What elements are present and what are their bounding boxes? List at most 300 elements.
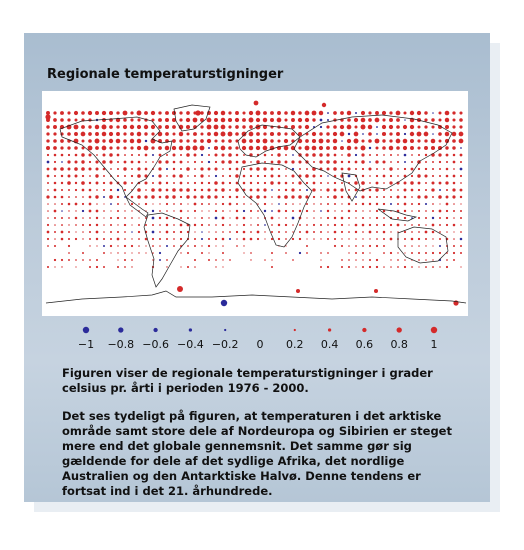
temperature-dot bbox=[257, 175, 259, 177]
temperature-dot bbox=[194, 182, 196, 184]
temperature-dot bbox=[341, 196, 343, 198]
temperature-dot bbox=[173, 161, 176, 164]
temperature-dot bbox=[285, 175, 287, 177]
temperature-dot bbox=[453, 210, 455, 212]
temperature-dot bbox=[130, 118, 133, 121]
temperature-dot bbox=[180, 217, 182, 219]
temperature-dot bbox=[242, 146, 246, 150]
temperature-dot bbox=[74, 132, 78, 136]
temperature-dot bbox=[341, 217, 344, 220]
temperature-dot bbox=[137, 125, 141, 129]
temperature-dot bbox=[355, 238, 357, 240]
temperature-dot bbox=[89, 182, 91, 184]
temperature-dot bbox=[347, 146, 351, 150]
temperature-dot bbox=[103, 245, 105, 247]
temperature-dot bbox=[348, 161, 350, 163]
temperature-dot bbox=[68, 245, 70, 247]
temperature-dot bbox=[439, 175, 441, 177]
temperature-dot bbox=[376, 133, 378, 135]
temperature-dot bbox=[145, 203, 147, 205]
temperature-dot bbox=[326, 188, 329, 191]
temperature-dot bbox=[54, 182, 57, 185]
temperature-dot bbox=[404, 168, 406, 170]
temperature-dot bbox=[424, 146, 428, 150]
temperature-dot bbox=[214, 125, 219, 130]
temperature-dot bbox=[404, 182, 407, 185]
temperature-dot bbox=[355, 224, 358, 227]
temperature-dot bbox=[298, 118, 302, 122]
temperature-dot bbox=[362, 259, 363, 260]
temperature-dot bbox=[201, 210, 202, 211]
temperature-dot bbox=[368, 118, 372, 122]
temperature-dot bbox=[376, 175, 378, 177]
temperature-dot bbox=[453, 154, 456, 157]
scale-legend bbox=[70, 323, 450, 353]
temperature-dot bbox=[431, 118, 434, 121]
temperature-dot bbox=[334, 189, 337, 192]
temperature-dot bbox=[110, 182, 113, 185]
temperature-dot bbox=[425, 161, 427, 163]
temperature-dot bbox=[222, 224, 224, 226]
temperature-dot bbox=[187, 210, 189, 212]
temperature-dot bbox=[264, 231, 265, 232]
temperature-dot bbox=[173, 175, 176, 178]
temperature-dot bbox=[417, 111, 421, 115]
temperature-dot bbox=[242, 111, 245, 114]
temperature-dot bbox=[123, 139, 127, 143]
temperature-dot bbox=[208, 182, 210, 184]
temperature-dot bbox=[432, 259, 433, 260]
temperature-dot bbox=[319, 132, 322, 135]
temperature-dot bbox=[89, 238, 91, 240]
temperature-dot bbox=[397, 161, 399, 163]
temperature-dot bbox=[257, 231, 260, 234]
temperature-dot bbox=[347, 167, 350, 170]
temperature-dot bbox=[187, 266, 189, 268]
temperature-dot bbox=[102, 118, 106, 122]
temperature-dot bbox=[228, 153, 232, 157]
temperature-dot bbox=[222, 217, 225, 220]
temperature-dot bbox=[194, 154, 197, 157]
temperature-dot bbox=[144, 111, 148, 115]
temperature-dot bbox=[390, 189, 392, 191]
temperature-dot bbox=[109, 132, 113, 136]
temperature-dot bbox=[277, 160, 280, 163]
temperature-dot bbox=[411, 175, 413, 177]
temperature-dot bbox=[425, 210, 427, 212]
temperature-dot bbox=[131, 245, 133, 247]
temperature-dot bbox=[243, 203, 245, 205]
temperature-dot bbox=[333, 160, 337, 164]
temperature-dot bbox=[75, 266, 76, 267]
temperature-dot bbox=[334, 182, 336, 184]
temperature-dot bbox=[403, 146, 407, 150]
temperature-dot bbox=[271, 161, 274, 164]
temperature-dot bbox=[194, 231, 195, 232]
temperature-dot bbox=[341, 210, 343, 212]
temperature-dot bbox=[201, 231, 203, 233]
temperature-dot bbox=[193, 118, 198, 123]
temperature-dot bbox=[75, 189, 77, 191]
temperature-dot bbox=[159, 238, 161, 240]
temperature-dot bbox=[123, 132, 126, 135]
temperature-dot bbox=[376, 210, 378, 212]
temperature-dot bbox=[194, 245, 196, 247]
temperature-dot bbox=[116, 139, 121, 144]
temperature-dot bbox=[201, 189, 203, 191]
temperature-dot bbox=[208, 224, 210, 226]
temperature-dot bbox=[152, 182, 154, 184]
temperature-dot bbox=[82, 175, 84, 177]
temperature-dot bbox=[124, 210, 125, 211]
temperature-dot bbox=[67, 160, 70, 163]
temperature-dot bbox=[306, 245, 308, 247]
temperature-dot bbox=[68, 168, 71, 171]
temperature-dot bbox=[75, 154, 78, 157]
temperature-dot bbox=[124, 203, 125, 204]
temperature-dot bbox=[166, 182, 168, 184]
temperature-dot bbox=[326, 125, 329, 128]
temperature-dot bbox=[411, 266, 413, 268]
temperature-dot bbox=[117, 175, 119, 177]
temperature-dot bbox=[431, 188, 434, 191]
temperature-dot bbox=[263, 146, 268, 151]
temperature-dot bbox=[333, 146, 337, 150]
temperature-dot bbox=[263, 188, 266, 191]
temperature-dot bbox=[439, 161, 441, 163]
temperature-dot bbox=[305, 146, 310, 151]
temperature-dot bbox=[313, 231, 315, 233]
temperature-dot bbox=[47, 168, 50, 171]
temperature-dot bbox=[369, 231, 372, 234]
temperature-dot bbox=[257, 238, 259, 240]
temperature-dot bbox=[319, 111, 323, 115]
temperature-dot bbox=[376, 224, 378, 226]
temperature-dot bbox=[348, 210, 351, 213]
temperature-dot bbox=[131, 252, 132, 253]
temperature-dot bbox=[68, 154, 70, 156]
temperature-dot bbox=[396, 132, 400, 136]
temperature-dot bbox=[299, 238, 301, 240]
temperature-dot bbox=[144, 125, 148, 129]
temperature-dot bbox=[110, 252, 111, 253]
temperature-dot bbox=[362, 210, 363, 211]
temperature-dot bbox=[131, 231, 133, 233]
temperature-dot bbox=[425, 189, 427, 191]
temperature-dot bbox=[124, 161, 127, 164]
temperature-dot bbox=[151, 146, 154, 149]
temperature-dot bbox=[439, 224, 441, 226]
temperature-dot bbox=[305, 174, 309, 178]
temperature-dot bbox=[138, 245, 140, 247]
temperature-dot bbox=[446, 189, 448, 191]
temperature-dot bbox=[291, 174, 294, 177]
temperature-dot bbox=[201, 224, 203, 226]
temperature-dot bbox=[236, 217, 239, 220]
temperature-dot bbox=[298, 111, 302, 115]
temperature-dot bbox=[404, 252, 405, 253]
temperature-dot bbox=[390, 224, 392, 226]
temperature-dot bbox=[438, 118, 441, 121]
temperature-dot bbox=[254, 101, 259, 106]
temperature-dot bbox=[389, 111, 392, 114]
temperature-dot bbox=[222, 245, 224, 247]
temperature-dot bbox=[362, 217, 364, 219]
scale-labels bbox=[78, 338, 438, 351]
temperature-dot bbox=[284, 139, 288, 143]
temperature-dot bbox=[383, 203, 385, 205]
temperature-dot bbox=[166, 210, 168, 212]
temperature-dot bbox=[439, 168, 441, 170]
temperature-dot bbox=[327, 168, 330, 171]
temperature-dot bbox=[362, 252, 364, 254]
temperature-dot bbox=[355, 126, 358, 129]
temperature-dot bbox=[102, 160, 106, 164]
temperature-dot bbox=[82, 189, 85, 192]
temperature-dot bbox=[340, 111, 344, 115]
temperature-dot bbox=[383, 224, 385, 226]
temperature-dot bbox=[102, 111, 106, 115]
temperature-dot bbox=[75, 119, 78, 122]
temperature-dot bbox=[236, 161, 239, 164]
temperature-dot bbox=[173, 182, 175, 184]
temperature-dot bbox=[124, 189, 126, 191]
scale-dot bbox=[118, 327, 123, 332]
temperature-dot bbox=[285, 189, 287, 191]
temperature-dot bbox=[54, 217, 56, 219]
temperature-dot bbox=[418, 210, 420, 212]
temperature-dot bbox=[123, 181, 126, 184]
temperature-dot bbox=[396, 125, 400, 129]
temperature-dot bbox=[320, 217, 321, 218]
temperature-dot bbox=[446, 224, 448, 226]
temperature-dot bbox=[446, 210, 448, 212]
temperature-dot bbox=[312, 188, 315, 191]
temperature-dot bbox=[298, 181, 301, 184]
temperature-dot bbox=[404, 245, 406, 247]
temperature-dot bbox=[369, 147, 371, 149]
temperature-dot bbox=[186, 118, 190, 122]
temperature-dot bbox=[222, 203, 224, 205]
temperature-dot bbox=[411, 210, 413, 212]
temperature-dot bbox=[165, 118, 169, 122]
temperature-dot bbox=[229, 168, 231, 170]
temperature-dot bbox=[278, 189, 280, 191]
temperature-dot bbox=[214, 146, 218, 150]
temperature-dot bbox=[95, 174, 98, 177]
temperature-dot bbox=[410, 132, 414, 136]
temperature-dot bbox=[340, 146, 344, 150]
temperature-dot bbox=[180, 168, 182, 170]
temperature-dot bbox=[348, 266, 350, 268]
temperature-dot bbox=[131, 259, 133, 261]
temperature-dot bbox=[195, 110, 200, 115]
temperature-dot bbox=[138, 252, 139, 253]
temperature-dot bbox=[194, 175, 196, 177]
temperature-dot bbox=[137, 132, 142, 137]
temperature-dot bbox=[250, 189, 253, 192]
temperature-dot bbox=[194, 266, 196, 268]
temperature-dot bbox=[438, 195, 442, 199]
temperature-dot bbox=[67, 181, 71, 185]
temperature-dot bbox=[432, 196, 434, 198]
temperature-dot bbox=[46, 146, 50, 150]
temperature-dot bbox=[82, 252, 84, 254]
temperature-dot bbox=[173, 231, 175, 233]
temperature-dot bbox=[439, 203, 440, 204]
temperature-dot bbox=[369, 217, 370, 218]
temperature-dot bbox=[131, 238, 132, 239]
temperature-dot bbox=[425, 182, 427, 184]
temperature-dot bbox=[54, 266, 55, 267]
temperature-dot bbox=[354, 118, 358, 122]
temperature-dot bbox=[109, 153, 112, 156]
temperature-dot bbox=[417, 174, 420, 177]
temperature-dot bbox=[319, 153, 322, 156]
temperature-dot bbox=[460, 196, 462, 198]
temperature-dot bbox=[375, 188, 378, 191]
temperature-dot bbox=[96, 238, 98, 240]
temperature-dot bbox=[158, 174, 161, 177]
temperature-dot bbox=[103, 175, 105, 177]
temperature-dot bbox=[46, 111, 50, 115]
temperature-dot bbox=[432, 231, 435, 234]
temperature-dot bbox=[152, 238, 154, 240]
temperature-dot bbox=[186, 139, 189, 142]
temperature-dot bbox=[389, 125, 393, 129]
temperature-dot bbox=[96, 210, 99, 213]
temperature-dot bbox=[61, 224, 63, 226]
temperature-dot bbox=[179, 146, 183, 150]
temperature-dot bbox=[271, 266, 273, 268]
temperature-dot bbox=[460, 182, 462, 184]
temperature-dot bbox=[208, 147, 210, 149]
temperature-dot bbox=[298, 195, 301, 198]
temperature-dot bbox=[271, 175, 274, 178]
temperature-dot bbox=[47, 231, 50, 234]
temperature-dot bbox=[110, 238, 112, 240]
temperature-dot bbox=[425, 238, 427, 240]
scale-label: 0.2 bbox=[286, 338, 304, 351]
temperature-dot bbox=[201, 203, 203, 205]
temperature-dot bbox=[131, 175, 133, 177]
temperature-dot bbox=[61, 175, 63, 177]
temperature-dot bbox=[214, 111, 218, 115]
temperature-dot bbox=[362, 175, 364, 177]
temperature-dot bbox=[305, 139, 309, 143]
temperature-dot bbox=[229, 182, 231, 184]
temperature-dot bbox=[306, 189, 308, 191]
temperature-dot bbox=[320, 259, 321, 260]
temperature-dot bbox=[116, 146, 119, 149]
temperature-dot bbox=[117, 196, 119, 198]
temperature-dot bbox=[369, 259, 371, 261]
temperature-dot bbox=[425, 231, 428, 234]
temperature-dot bbox=[46, 139, 49, 142]
temperature-dot bbox=[411, 231, 413, 233]
temperature-dot bbox=[334, 203, 336, 205]
temperature-dot bbox=[354, 132, 359, 137]
temperature-dot bbox=[131, 168, 133, 170]
temperature-dot bbox=[299, 203, 300, 204]
temperature-dot bbox=[235, 118, 239, 122]
temperature-dot bbox=[270, 118, 274, 122]
temperature-dot bbox=[172, 188, 176, 192]
temperature-dot bbox=[208, 210, 209, 211]
temperature-dot bbox=[166, 203, 168, 205]
temperature-dot bbox=[292, 210, 294, 212]
temperature-dot bbox=[138, 238, 140, 240]
temperature-dot bbox=[109, 111, 113, 115]
temperature-dot bbox=[306, 182, 308, 184]
temperature-dot bbox=[180, 203, 182, 205]
temperature-dot bbox=[243, 217, 246, 220]
temperature-dot bbox=[432, 245, 433, 246]
temperature-dot bbox=[124, 252, 126, 254]
temperature-dot bbox=[75, 231, 76, 232]
temperature-dot bbox=[375, 146, 378, 149]
temperature-dot bbox=[376, 168, 378, 170]
temperature-dot bbox=[369, 224, 371, 226]
temperature-dot bbox=[145, 245, 146, 246]
scale-label: 0.6 bbox=[355, 338, 374, 351]
temperature-dot bbox=[432, 252, 434, 254]
temperature-dot bbox=[404, 161, 406, 163]
temperature-dot bbox=[173, 210, 174, 211]
temperature-dot bbox=[222, 238, 225, 241]
temperature-dot bbox=[242, 118, 246, 122]
temperature-dot bbox=[270, 139, 273, 142]
temperature-dot bbox=[229, 259, 231, 261]
temperature-dot bbox=[285, 224, 287, 226]
temperature-dot bbox=[327, 252, 329, 254]
temperature-dot bbox=[256, 118, 260, 122]
temperature-dot bbox=[54, 189, 57, 192]
temperature-dot bbox=[382, 139, 385, 142]
temperature-dot bbox=[214, 195, 217, 198]
temperature-dot bbox=[229, 196, 231, 198]
temperature-dot bbox=[89, 245, 90, 246]
temperature-dot bbox=[417, 139, 420, 142]
temperature-dot bbox=[221, 139, 224, 142]
temperature-dot bbox=[95, 146, 99, 150]
temperature-dot bbox=[187, 203, 188, 204]
temperature-dot bbox=[418, 224, 420, 226]
temperature-dot bbox=[207, 195, 211, 199]
temperature-dot bbox=[158, 160, 161, 163]
temperature-dot bbox=[368, 139, 372, 143]
temperature-dot bbox=[201, 161, 203, 163]
temperature-dot bbox=[229, 175, 231, 177]
temperature-dot bbox=[361, 118, 366, 123]
temperature-dot bbox=[236, 203, 238, 205]
temperature-dot bbox=[131, 161, 134, 164]
temperature-dot bbox=[81, 181, 85, 185]
temperature-dot bbox=[194, 189, 196, 191]
temperature-dot bbox=[45, 114, 50, 119]
temperature-dot bbox=[404, 224, 406, 226]
temperature-dot bbox=[432, 175, 434, 177]
temperature-dot bbox=[348, 175, 351, 178]
temperature-dot bbox=[305, 118, 309, 122]
temperature-dot bbox=[334, 154, 337, 157]
temperature-dot bbox=[404, 196, 407, 199]
temperature-dot bbox=[60, 146, 63, 149]
temperature-dot bbox=[452, 125, 455, 128]
temperature-dot bbox=[158, 125, 162, 129]
temperature-dot bbox=[102, 125, 107, 130]
temperature-dot bbox=[410, 111, 414, 115]
